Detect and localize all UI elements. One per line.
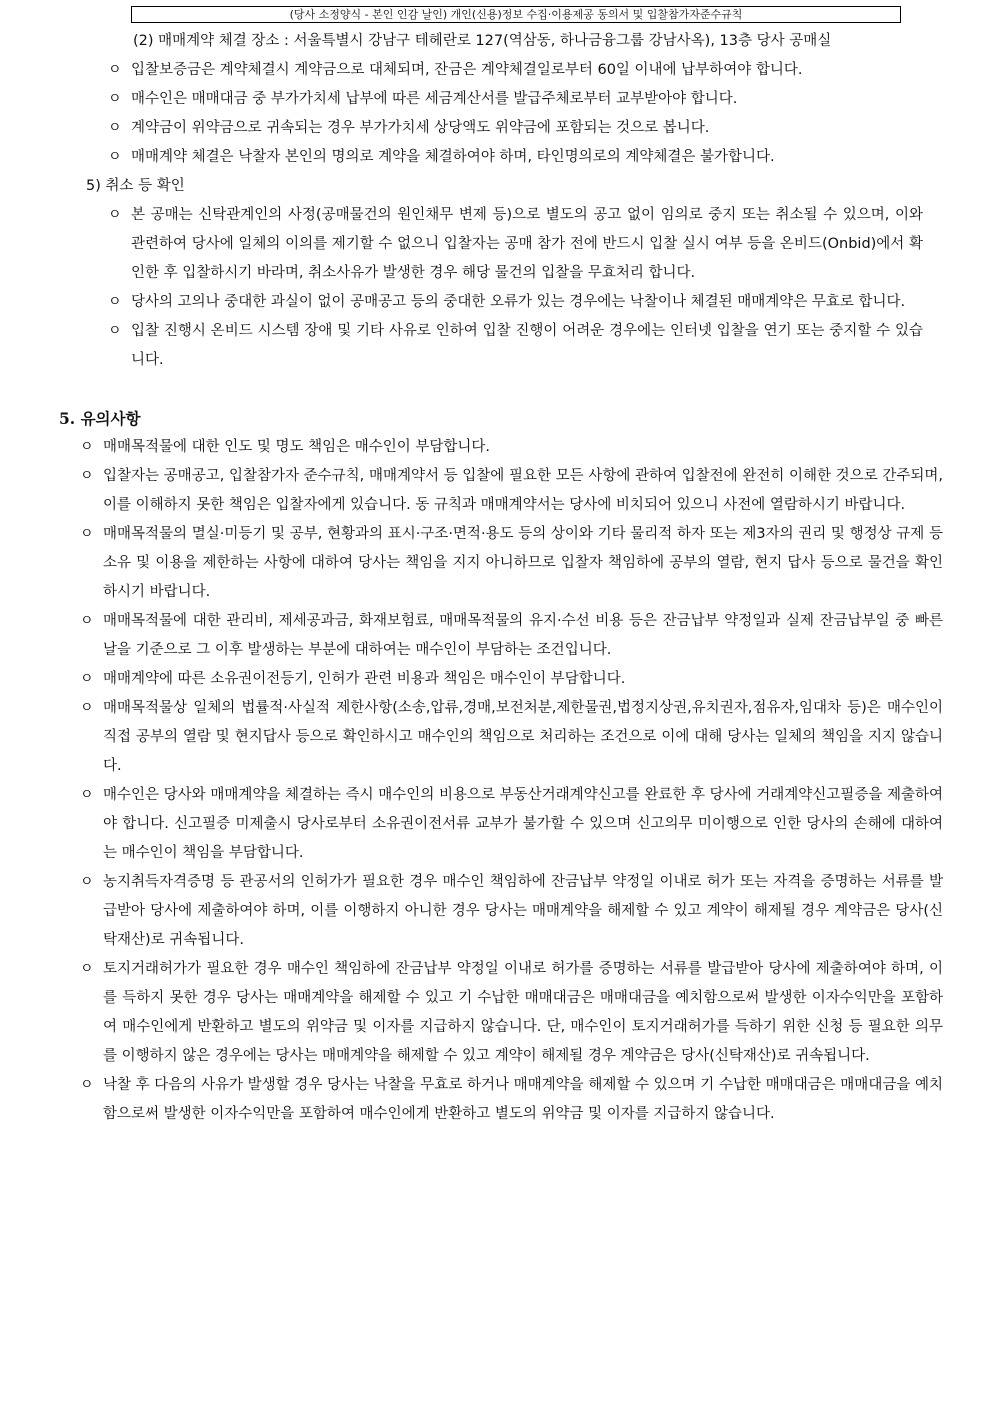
contract-bullet-text: 매수인은 매매대금 중 부가가치세 납부에 따른 세금계산서를 발급주체로부터 교부받아야 합니다. — [131, 91, 738, 107]
notes-bullet — [80, 433, 943, 462]
cancel-bullet — [108, 288, 923, 317]
bullet-icon: ㅇ — [108, 120, 122, 136]
notes-bullet-text: 매매목적물의 멸실·미등기 및 공부, 현황과의 표시·구조·면적·용도 등의 상이와 기타 물리적 하자 또는 제3자의 권리 및 행정상 규제 등 소유 및 이용을 제한하는 사항에 대하여 당사는 책임을 지지 아니하므로 입찰자 책임하에 공부의 열람, 현지 답사 등으로 물건을 확인하시기 바랍니다. — [103, 526, 943, 600]
notes-bullet-text: 매매계약에 따른 소유권이전등기, 인허가 관련 비용과 책임은 매수인이 부담합니다. — [103, 671, 626, 687]
cancel-bullet-text: 입찰 진행시 온비드 시스템 장애 및 기타 사유로 인하여 입찰 진행이 어려운 경우에는 인터넷 입찰을 연기 또는 중지할 수 있습니다. — [131, 323, 923, 368]
bullet-icon: ㅇ — [108, 323, 122, 339]
notes-bullet — [80, 694, 943, 781]
bullet-icon: ㅇ — [80, 700, 94, 716]
bullet-icon: ㅇ — [108, 294, 122, 310]
notes-bullet-text: 농지취득자격증명 등 관공서의 인허가가 필요한 경우 매수인 책임하에 잔금납부 약정일 이내로 허가 또는 자격을 증명하는 서류를 발급받아 당사에 제출하여야 하며, 이를 이행하지 아니한 경우 당사는 매매계약을 해제할 수 있고 계약이 해제될 경우 계약금은 당사(신탁재산)로 귀속됩니다. — [103, 874, 943, 948]
notes-bullet — [80, 781, 943, 868]
contract-place — [133, 27, 923, 56]
document-header: (당사 소정양식 - 본인 인감 날인) 개인(신용)정보 수집·이용제공 동의서 및 입찰참가자준수규칙 — [131, 6, 901, 23]
contract-bullet-text: 계약금이 위약금으로 귀속되는 경우 부가가치세 상당액도 위약금에 포함되는 것으로 봅니다. — [131, 120, 710, 136]
notes-bullet — [80, 607, 943, 665]
bullet-icon: ㅇ — [80, 787, 94, 803]
notes-bullet — [80, 520, 943, 607]
bullet-icon: ㅇ — [80, 439, 94, 455]
section-gap — [0, 375, 992, 404]
contract-bullet — [108, 114, 931, 143]
notes-bullet-text: 매수인은 당사와 매매계약을 체결하는 즉시 매수인의 비용으로 부동산거래계약신고를 완료한 후 당사에 거래계약신고필증을 제출하여야 합니다. 신고필증 미제출시 당사로부터 소유권이전서류 교부가 불가할 수 있으며 신고의무 미이행으로 인한 당사의 손해에 대하여는 매수인이 책임을 부담합니다. — [103, 787, 943, 861]
notes-bullet — [80, 955, 943, 1071]
bullet-icon: ㅇ — [80, 526, 94, 542]
notes-title: 5. 유의사항 — [59, 409, 141, 428]
contract-bullet-text: 매매계약 체결은 낙찰자 본인의 명의로 계약을 체결하여야 하며, 타인명의로의 계약체결은 불가합니다. — [131, 149, 775, 165]
contract-bullet-text: 입찰보증금은 계약체결시 계약금으로 대체되며, 잔금은 계약체결일로부터 60일 이내에 납부하여야 합니다. — [131, 62, 803, 78]
bullet-icon: ㅇ — [108, 91, 122, 107]
notes-bullet-text: 매매목적물상 일체의 법률적·사실적 제한사항(소송,압류,경매,보전처분,제한물권,법정지상권,유치권자,점유자,임대차 등)은 매수인이 직접 공부의 열람 및 현지답사 등으로 확인하시고 매수인의 책임으로 처리하는 조건으로 이에 대해 당사는 일체의 책임을 지지 않습니다. — [103, 700, 943, 774]
cancel-bullet-text: 당사의 고의나 중대한 과실이 없이 공매공고 등의 중대한 오류가 있는 경우에는 낙찰이나 체결된 매매계약은 무효로 합니다. — [131, 294, 906, 310]
notes-bullet-text: 매매목적물에 대한 관리비, 제세공과금, 화재보험료, 매매목적물의 유지·수선 비용 등은 잔금납부 약정일과 실제 잔금납부일 중 빠른 날을 기준으로 그 이후 발생하는 부분에 대하여는 매수인이 부담하는 조건입니다. — [103, 613, 943, 658]
notes-bullet — [80, 462, 943, 520]
notes-bullet-text: 매매목적물에 대한 인도 및 명도 책임은 매수인이 부담합니다. — [103, 439, 491, 455]
bullet-icon: ㅇ — [80, 671, 94, 687]
bullet-icon: ㅇ — [108, 62, 122, 78]
bullet-icon: ㅇ — [80, 1077, 94, 1093]
document-body — [0, 27, 992, 1129]
cancel-bullet-text: 본 공매는 신탁관계인의 사정(공매물건의 원인채무 변제 등)으로 별도의 공고 없이 임의로 중지 또는 취소될 수 있으며, 이와 관련하여 당사에 일체의 이의를 제기할 수 없으니 입찰자는 공매 참가 전에 반드시 입찰 실시 여부 등을 온비드(Onbid)에서 확인한 후 입찰하시기 바라며, 취소사유가 발생한 경우 해당 물건의 입찰을 무효처리 합니다. — [131, 207, 923, 281]
cancel-heading: 5) 취소 등 확인 — [86, 178, 185, 194]
bullet-icon: ㅇ — [80, 613, 94, 629]
cancel-bullet — [108, 201, 923, 288]
notes-bullet-text: 토지거래허가가 필요한 경우 매수인 책임하에 잔금납부 약정일 이내로 허가를 증명하는 서류를 발급받아 당사에 제출하여야 하며, 이를 득하지 못한 경우 당사는 매매계약을 해제할 수 있고 기 수납한 매매대금은 매매대금을 예치함으로써 발생한 이자수익만을 포함하여 매수인에게 반환하고 별도의 위약금 및 이자를 지급하지 않습니다. 단, 매수인이 토지거래허가를 득하기 위한 신청 등 필요한 의무를 이행하지 않은 경우에는 당사는 매매계약을 해제할 수 있고 계약이 해제될 경우 계약금은 당사(신탁재산)로 귀속됩니다. — [103, 961, 943, 1064]
bullet-icon: ㅇ — [80, 961, 94, 977]
bullet-icon: ㅇ — [80, 874, 94, 890]
notes-bullet — [80, 868, 943, 955]
contract-place-text: (2) 매매계약 체결 장소 : 서울특별시 강남구 테헤란로 127(역삼동, 하나금융그룹 강남사옥), 13층 당사 공매실 — [133, 33, 832, 49]
notes-bullet — [80, 665, 943, 694]
notes-bullet-text: 낙찰 후 다음의 사유가 발생할 경우 당사는 낙찰을 무효로 하거나 매매계약을 해제할 수 있으며 기 수납한 매매대금은 매매대금을 예치함으로써 발생한 이자수익만을 포함하여 매수인에게 반환하고 별도의 위약금 및 이자를 지급하지 않습니다. — [103, 1077, 943, 1122]
cancel-bullet — [108, 317, 923, 375]
contract-bullet — [108, 143, 931, 172]
notes-bullet-text: 입찰자는 공매공고, 입찰참가자 준수규칙, 매매계약서 등 입찰에 필요한 모든 사항에 관하여 입찰전에 완전히 이해한 것으로 간주되며, 이를 이해하지 못한 책임은 입찰자에게 있습니다. 동 규칙과 매매계약서는 당사에 비치되어 있으니 사전에 열람하시기 바랍니다. — [103, 468, 943, 513]
contract-bullet — [108, 56, 931, 85]
bullet-icon: ㅇ — [108, 207, 122, 223]
bullet-icon: ㅇ — [80, 468, 94, 484]
contract-bullet — [108, 85, 931, 114]
bullet-icon: ㅇ — [108, 149, 122, 165]
notes-bullet — [80, 1071, 943, 1129]
